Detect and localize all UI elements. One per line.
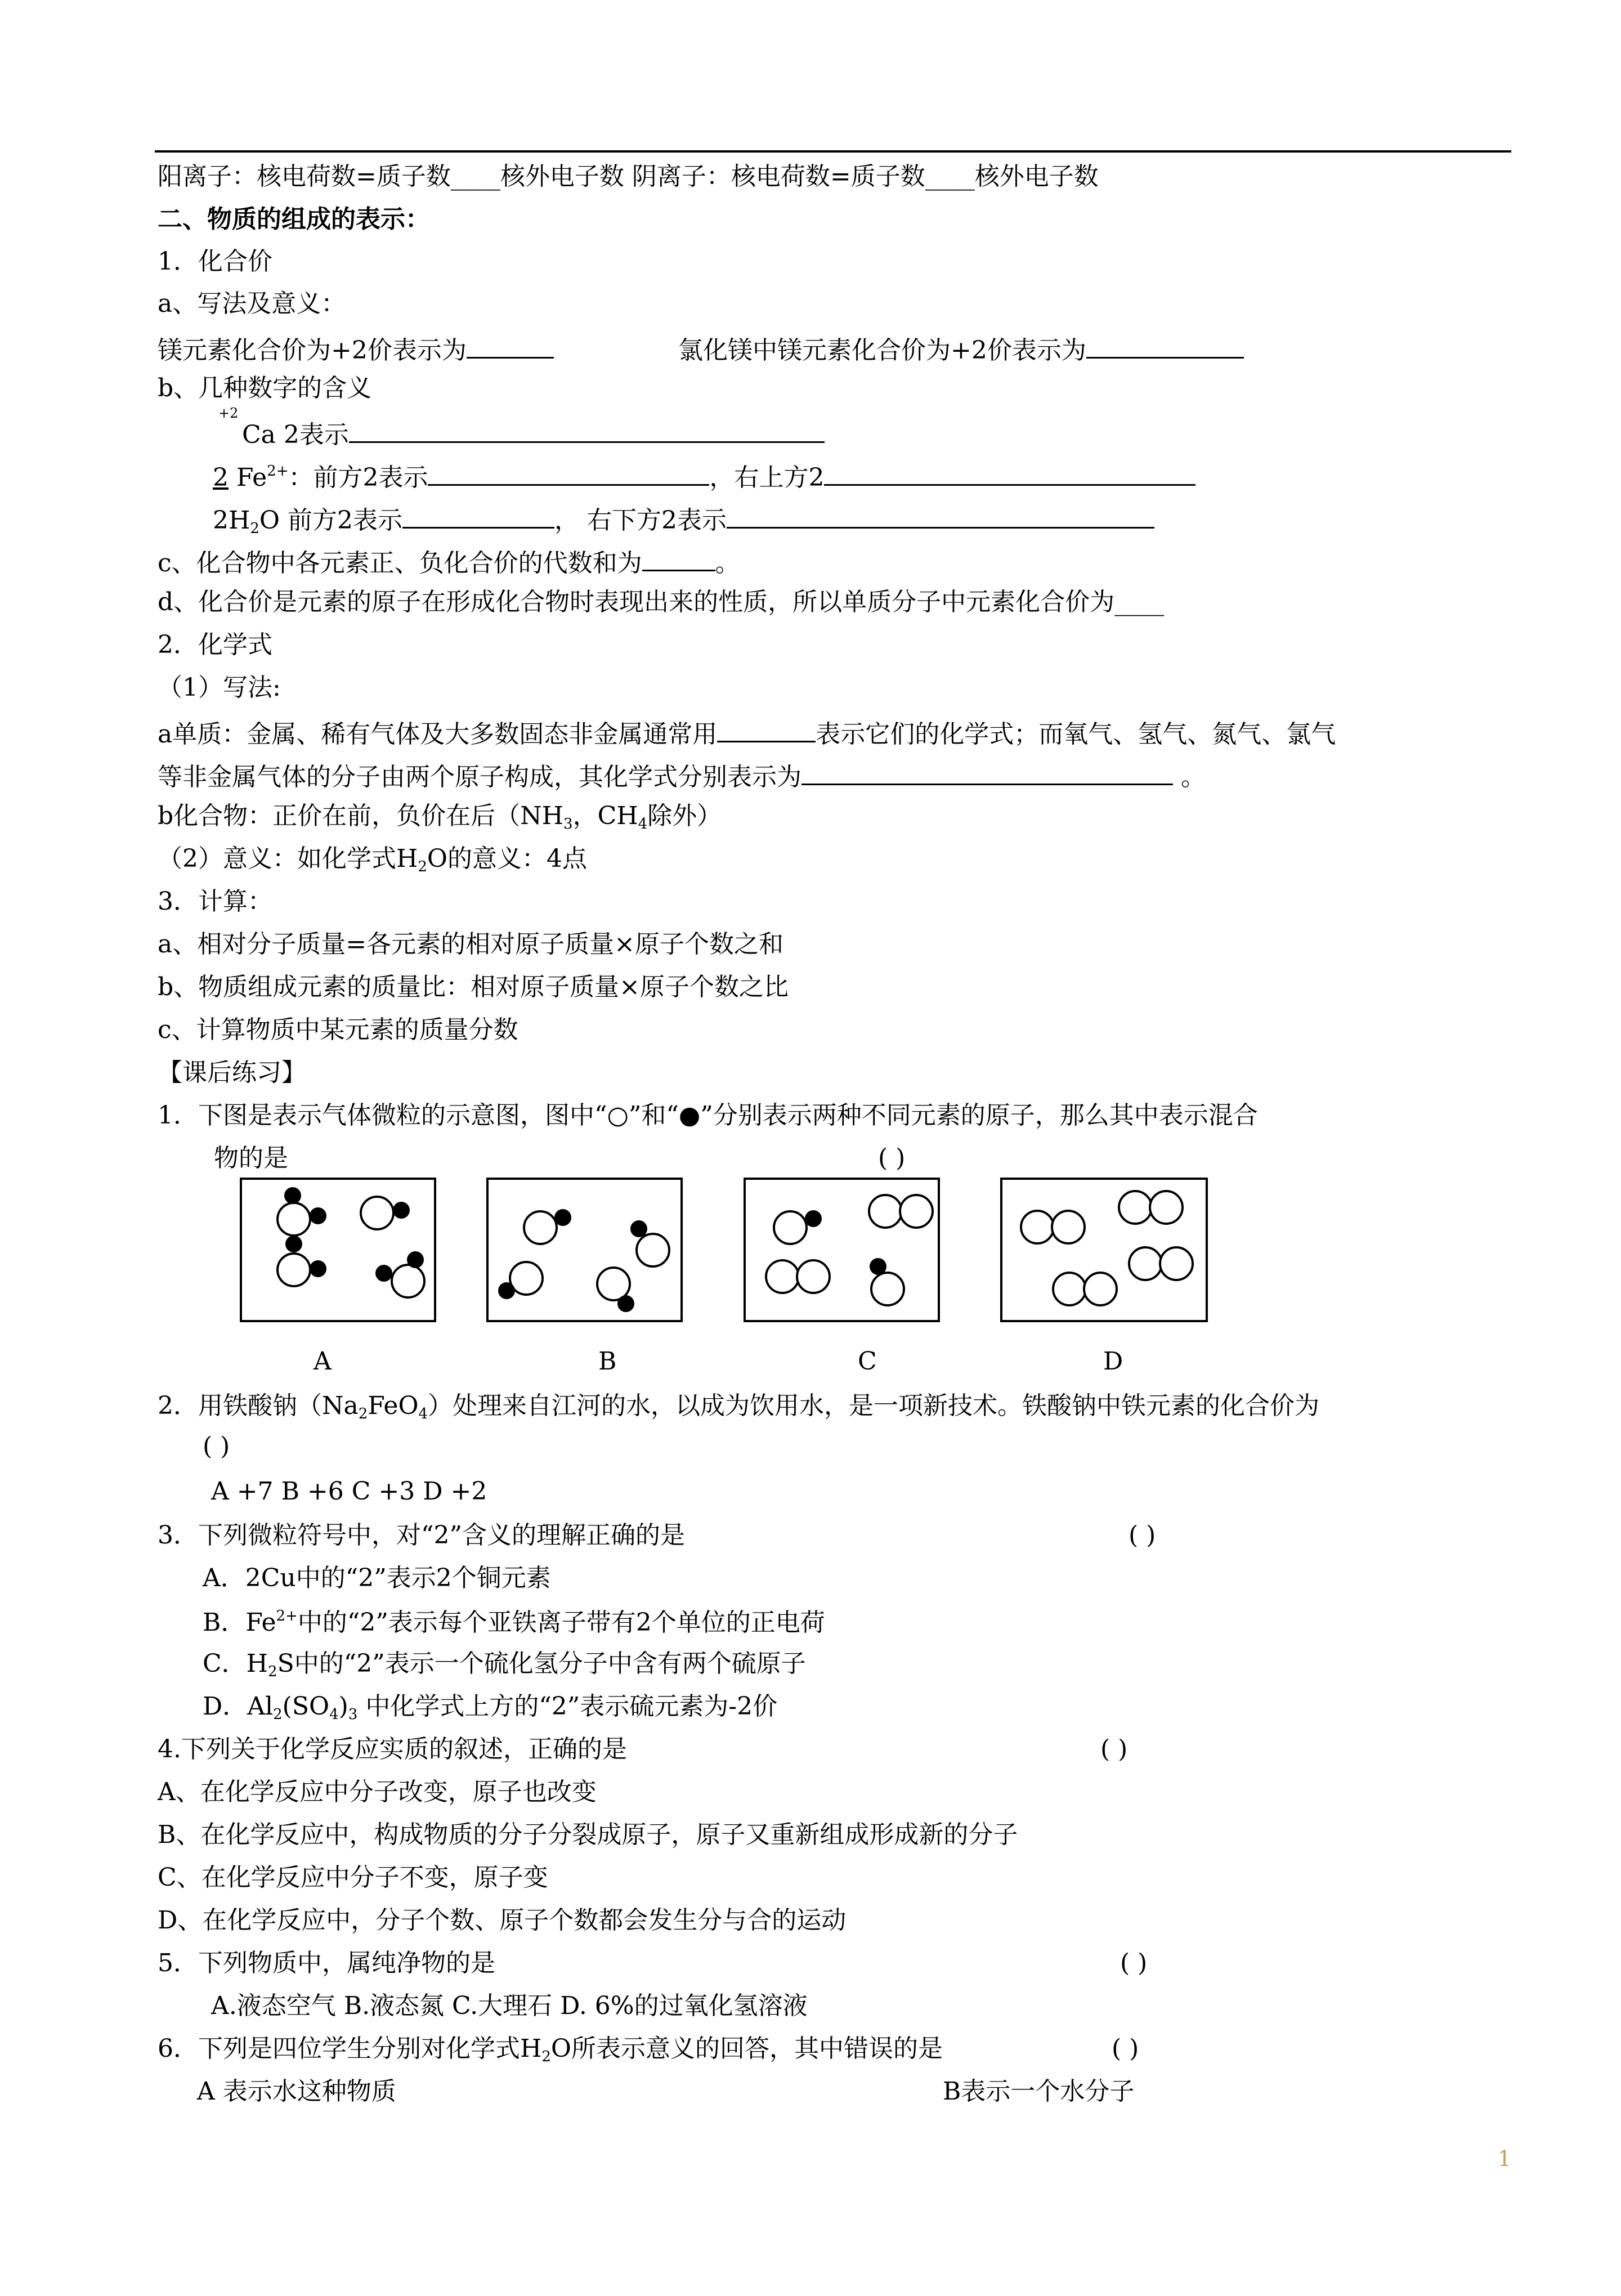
black-atom bbox=[310, 1207, 326, 1224]
text-line: b、几种数字的含义 bbox=[158, 374, 372, 402]
white-atom bbox=[361, 1197, 393, 1229]
option-line: B表示一个水分子 bbox=[943, 2077, 1135, 2106]
text-span: c、化合物中各元素正、负化合价的代数和为 bbox=[158, 549, 642, 578]
text-span: FeO bbox=[368, 1391, 419, 1420]
answer-parentheses: ( ) bbox=[1100, 1735, 1128, 1764]
subscript: 2 bbox=[273, 1706, 283, 1723]
subscript: 4 bbox=[329, 1706, 339, 1723]
subscript: 2 bbox=[250, 520, 259, 537]
text-span: ，右上方2 bbox=[709, 463, 825, 492]
subscript: 4 bbox=[418, 1406, 428, 1422]
black-atom bbox=[393, 1202, 410, 1219]
option-line bbox=[203, 1694, 777, 1722]
white-atom bbox=[1053, 1273, 1086, 1305]
white-atom bbox=[637, 1234, 669, 1266]
black-atom bbox=[284, 1187, 301, 1204]
white-atom bbox=[869, 1195, 902, 1228]
text-span: Fe bbox=[229, 463, 267, 492]
white-atom bbox=[524, 1211, 557, 1244]
text-span: ，CH bbox=[572, 802, 638, 830]
text-span: ：前方2表示 bbox=[288, 463, 428, 492]
text-span: 2 bbox=[213, 463, 229, 492]
white-atom bbox=[1150, 1191, 1183, 1224]
answer-parentheses: ( ) bbox=[878, 1144, 906, 1172]
text-span: S中的“2”表示一个硫化氢分子中含有两个硫原子 bbox=[277, 1649, 806, 1678]
text-line: 阳离子：核电荷数=质子数____核外电子数 阴离子：核电荷数=质子数____核外电子数 bbox=[158, 162, 1099, 191]
box-a bbox=[241, 1179, 435, 1321]
text-line: a、写法及意义： bbox=[158, 289, 346, 318]
figure-label-d: D bbox=[1103, 1347, 1123, 1376]
answer-parentheses: ( ) bbox=[1120, 1949, 1148, 1977]
option-line: C、在化学反应中分子不变，原子变 bbox=[158, 1863, 548, 1892]
text-span: 中的“2”表示每个亚铁离子带有2个单位的正电荷 bbox=[297, 1608, 825, 1637]
text-span: a单质：金属、稀有气体及大多数固态非金属通常用 bbox=[158, 720, 718, 749]
text-span: 镁元素化合价为+2价表示为 bbox=[158, 336, 467, 365]
answer-parentheses: ( ) bbox=[1112, 2034, 1139, 2063]
subscript: 2 bbox=[268, 1663, 277, 1680]
text-line: 2．化学式 bbox=[158, 630, 272, 659]
text-line: 物的是 bbox=[214, 1144, 288, 1172]
option-line bbox=[203, 1609, 825, 1635]
answer-options: A +7 B +6 C +3 D +2 bbox=[211, 1477, 487, 1506]
white-atom bbox=[1160, 1247, 1193, 1280]
black-atom bbox=[554, 1209, 571, 1226]
text-span: ) bbox=[338, 1692, 348, 1721]
figure-label-c: C bbox=[858, 1347, 877, 1376]
subscript: 3 bbox=[348, 1706, 358, 1723]
white-atom bbox=[1129, 1247, 1162, 1280]
superscript: 2+ bbox=[267, 463, 289, 480]
text-span: D．Al bbox=[203, 1692, 274, 1721]
text-line: a、相对分子质量=各元素的相对原子质量×原子个数之和 bbox=[158, 930, 783, 959]
text-span: O所表示意义的回答，其中错误的是 bbox=[550, 2034, 943, 2063]
figure-label-a: A bbox=[314, 1347, 332, 1376]
text-span: O 前方2表示 bbox=[259, 506, 402, 535]
question-1: 1．下图是表示气体微粒的示意图，图中“○”和“●”分别表示两种不同元素的原子，那么其中表示混合 bbox=[158, 1101, 1258, 1130]
text-line: （1）写法: bbox=[158, 673, 281, 702]
subscript: 2 bbox=[541, 2048, 551, 2065]
white-atom bbox=[1119, 1191, 1152, 1224]
text-span: Ca 2表示 bbox=[242, 420, 349, 449]
option-line: D、在化学反应中，分子个数、原子个数都会发生分与合的运动 bbox=[158, 1906, 847, 1935]
black-atom bbox=[310, 1260, 326, 1277]
text-span: 2．用铁酸钠（Na bbox=[158, 1391, 359, 1420]
section-heading: 【课后练习】 bbox=[158, 1058, 306, 1087]
black-atom bbox=[375, 1265, 392, 1282]
white-atom bbox=[392, 1265, 424, 1297]
white-atom bbox=[1021, 1211, 1054, 1243]
text-span: 。 bbox=[1173, 763, 1206, 791]
white-atom bbox=[797, 1260, 830, 1293]
white-atom bbox=[871, 1273, 904, 1305]
page-number: 1 bbox=[1497, 2146, 1511, 2171]
figure-label-b: B bbox=[598, 1347, 617, 1376]
answer-parentheses: ( ) bbox=[203, 1432, 230, 1461]
subscript: 3 bbox=[563, 816, 573, 833]
subscript: 2 bbox=[358, 1406, 368, 1422]
option-line: A、在化学反应中分子改变，原子也改变 bbox=[158, 1778, 597, 1806]
white-atom bbox=[1084, 1273, 1117, 1305]
text-span: 除外） bbox=[647, 802, 722, 830]
text-span: 表示它们的化学式；而氧气、氢气、氮气、氯气 bbox=[816, 720, 1336, 749]
superscript: 2+ bbox=[276, 1608, 298, 1624]
text-span: B．Fe bbox=[203, 1608, 276, 1637]
text-span: b化合物：正价在前，负价在后（NH bbox=[158, 802, 564, 830]
option-line: A．2Cu中的“2”表示2个铜元素 bbox=[203, 1564, 551, 1592]
option-line: A 表示水这种物质 bbox=[197, 2077, 396, 2106]
question-5: 5．下列物质中，属纯净物的是 bbox=[158, 1949, 495, 1977]
superscript-valence: +2 bbox=[218, 405, 239, 421]
white-atom bbox=[774, 1211, 807, 1244]
subscript: 2 bbox=[418, 858, 427, 875]
black-atom bbox=[870, 1258, 886, 1275]
text-line: b、物质组成元素的质量比：相对原子质量×原子个数之比 bbox=[158, 973, 789, 1001]
text-span: 2H bbox=[213, 506, 250, 535]
text-span: 等非金属气体的分子由两个原子构成，其化学式分别表示为 bbox=[158, 763, 801, 791]
question-6 bbox=[158, 2034, 943, 2065]
option-line: B、在化学反应中，构成物质的分子分裂成原子，原子又重新组成形成新的分子 bbox=[158, 1820, 1018, 1849]
text-line: 1．化合价 bbox=[158, 247, 272, 276]
text-span: （2）意义：如化学式H bbox=[158, 844, 418, 873]
text-line: 3．计算： bbox=[158, 887, 272, 916]
question-4: 4.下列关于化学反应实质的叙述，正确的是 bbox=[158, 1735, 627, 1764]
black-atom bbox=[805, 1210, 822, 1227]
text-line: d、化合价是元素的原子在形成化合物时表现出来的性质，所以单质分子中元素化合价为____ bbox=[158, 588, 1165, 616]
white-atom bbox=[766, 1260, 799, 1293]
black-atom bbox=[498, 1282, 515, 1299]
question-2 bbox=[158, 1391, 1320, 1422]
text-span: 氯化镁中镁元素化合价为+2价表示为 bbox=[678, 336, 1086, 365]
black-atom bbox=[617, 1295, 634, 1312]
answer-parentheses: ( ) bbox=[1129, 1521, 1156, 1550]
white-atom bbox=[900, 1195, 933, 1228]
text-span: ）处理来自江河的水，以成为饮用水，是一项新技术。铁酸钠中铁元素的化合价为 bbox=[428, 1391, 1320, 1420]
answer-options: A.液态空气 B.液态氮 C.大理石 D. 6%的过氧化氢溶液 bbox=[211, 1991, 808, 2020]
white-atom bbox=[1052, 1211, 1085, 1243]
section-heading: 二、物质的组成的表示： bbox=[158, 205, 430, 234]
black-atom bbox=[285, 1236, 302, 1252]
black-atom bbox=[630, 1220, 647, 1237]
white-atom bbox=[277, 1254, 310, 1286]
text-span: C．H bbox=[203, 1649, 268, 1678]
white-atom bbox=[277, 1203, 310, 1236]
text-span: (SO bbox=[282, 1692, 330, 1721]
text-span: 6．下列是四位学生分别对化学式H bbox=[158, 2034, 542, 2063]
subscript: 4 bbox=[638, 816, 648, 833]
text-span: O的意义：4点 bbox=[427, 844, 587, 873]
text-span: 中化学式上方的“2”表示硫元素为-2价 bbox=[357, 1692, 778, 1721]
text-span: 。 bbox=[715, 549, 740, 578]
question-3: 3．下列微粒符号中，对“2”含义的理解正确的是 bbox=[158, 1521, 685, 1550]
option-line bbox=[203, 1651, 806, 1679]
black-atom bbox=[407, 1251, 424, 1268]
text-line: c、计算物质中某元素的质量分数 bbox=[158, 1015, 518, 1044]
text-span: ， 右下方2表示 bbox=[554, 506, 727, 535]
